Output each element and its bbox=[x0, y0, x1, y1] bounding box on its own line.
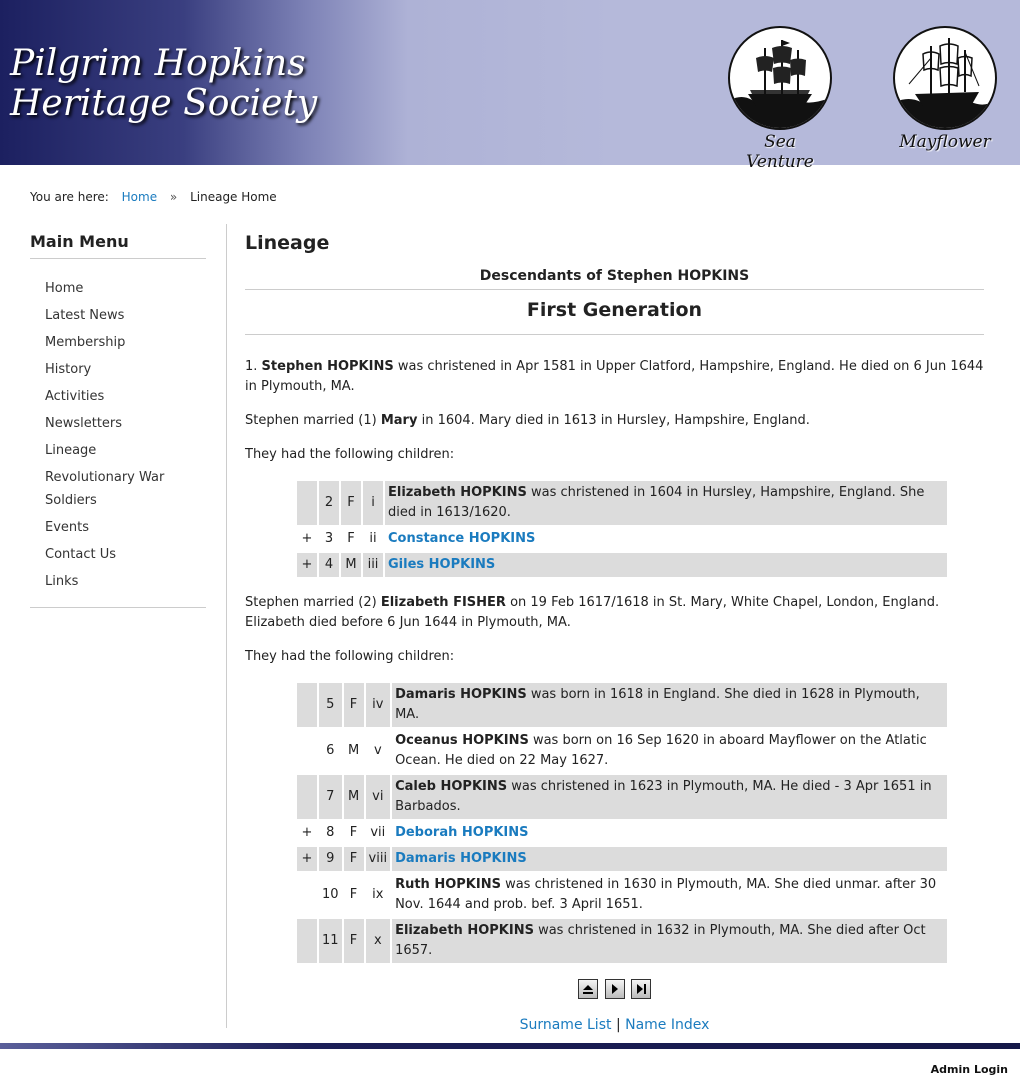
child-roman-numeral: i bbox=[363, 481, 383, 525]
descendants-subtitle: Descendants of Stephen HOPKINS bbox=[245, 268, 984, 290]
child-plus-marker bbox=[297, 919, 317, 963]
child-roman-numeral: iv bbox=[366, 683, 391, 727]
child-number: 10 bbox=[322, 887, 339, 902]
spouse-1-name: Mary bbox=[380, 413, 418, 428]
mayflower-caption: Mayflower bbox=[899, 132, 991, 152]
links-separator: | bbox=[615, 1017, 621, 1033]
child-name: Elizabeth HOPKINS bbox=[388, 485, 527, 500]
child-details bbox=[392, 821, 947, 845]
child-details bbox=[392, 873, 947, 917]
child-facts: was christened in 1630 in Plymouth, MA. She died unmar. after 30 Nov. 1644 and prob. bef. 3 April 1651. bbox=[395, 877, 937, 912]
index-links bbox=[245, 1017, 984, 1033]
person-details: was christened in Apr 1581 in Upper Clatford, Hampshire, England. He died on 6 Jun 1644 in Plymouth, MA. bbox=[245, 359, 984, 394]
child-name-link[interactable]: Constance HOPKINS bbox=[388, 531, 536, 546]
child-roman-numeral: vi bbox=[366, 775, 391, 819]
child-plus-marker bbox=[297, 775, 317, 819]
breadcrumb-label: You are here: bbox=[30, 190, 109, 204]
main-menu bbox=[45, 277, 206, 593]
child-details bbox=[392, 919, 947, 963]
child-sex: F bbox=[344, 847, 364, 871]
child-number: 8 bbox=[326, 825, 335, 840]
child-details bbox=[385, 527, 947, 551]
child-number: 11 bbox=[319, 919, 342, 963]
menu-item-history[interactable]: History bbox=[45, 362, 92, 377]
child-name: Oceanus HOPKINS bbox=[395, 733, 529, 748]
site-title-line1: Pilgrim Hopkins bbox=[10, 43, 306, 84]
breadcrumb-separator: » bbox=[169, 190, 178, 204]
child-number: 6 bbox=[326, 743, 335, 758]
child-sex: F bbox=[349, 825, 358, 840]
marriage-1-paragraph bbox=[245, 411, 984, 431]
child-name-link[interactable]: Giles HOPKINS bbox=[388, 557, 496, 572]
child-roman-numeral: viii bbox=[366, 847, 391, 871]
child-details bbox=[392, 847, 947, 871]
child-roman-numeral: ix bbox=[372, 887, 384, 902]
menu-item-lineage[interactable]: Lineage bbox=[45, 443, 97, 458]
marriage-2-prefix: Stephen married (2) bbox=[245, 595, 381, 610]
main-menu-title: Main Menu bbox=[30, 232, 206, 259]
person-number: 1. bbox=[245, 359, 258, 374]
child-name-link[interactable]: Damaris HOPKINS bbox=[395, 851, 527, 866]
marriage-1-prefix: Stephen married (1) bbox=[245, 413, 381, 428]
mayflower-ship-image bbox=[893, 26, 997, 130]
sea-venture-emblem bbox=[728, 26, 832, 172]
menu-item-contact-us[interactable]: Contact Us bbox=[45, 547, 116, 562]
children-table-2 bbox=[295, 681, 949, 965]
child-row bbox=[297, 553, 947, 577]
child-number: 7 bbox=[319, 775, 342, 819]
child-row bbox=[297, 873, 947, 917]
child-facts: was christened in 1604 in Hursley, Hampshire, England. She died in 1613/1620. bbox=[388, 485, 925, 520]
menu-item-newsletters[interactable]: Newsletters bbox=[45, 416, 123, 431]
child-number: 2 bbox=[319, 481, 339, 525]
child-sex: M bbox=[341, 553, 361, 577]
child-sex: F bbox=[349, 887, 358, 902]
menu-item-membership[interactable]: Membership bbox=[45, 335, 126, 350]
child-number: 5 bbox=[319, 683, 342, 727]
child-details bbox=[385, 481, 947, 525]
child-number: 9 bbox=[319, 847, 342, 871]
breadcrumb-home-link[interactable]: Home bbox=[121, 190, 158, 204]
surname-list-link[interactable]: Surname List bbox=[519, 1017, 612, 1033]
child-facts: was born in 1618 in England. She died in 1628 in Plymouth, MA. bbox=[395, 687, 920, 722]
menu-item-events[interactable]: Events bbox=[45, 520, 90, 535]
name-index-link[interactable]: Name Index bbox=[625, 1017, 710, 1033]
child-details bbox=[392, 683, 947, 727]
site-title[interactable] bbox=[10, 44, 317, 124]
page-title: Lineage bbox=[245, 232, 330, 254]
child-name-link[interactable]: Deborah HOPKINS bbox=[395, 825, 529, 840]
child-facts: was christened in 1632 in Plymouth, MA. She died after Oct 1657. bbox=[395, 923, 926, 958]
child-plus-marker: + bbox=[297, 847, 317, 871]
child-name: Elizabeth HOPKINS bbox=[395, 923, 534, 938]
menu-item-latest-news[interactable]: Latest News bbox=[45, 308, 125, 323]
child-plus-marker bbox=[297, 873, 317, 917]
sea-venture-caption: Sea Venture bbox=[746, 132, 814, 172]
child-plus-marker bbox=[297, 683, 317, 727]
child-number: 4 bbox=[319, 553, 339, 577]
child-details bbox=[392, 729, 947, 773]
next-icon[interactable] bbox=[605, 979, 625, 999]
child-row bbox=[297, 481, 947, 525]
sea-venture-ship-image bbox=[728, 26, 832, 130]
marriage-1-details: in 1604. Mary died in 1613 in Hursley, Hampshire, England. bbox=[417, 413, 810, 428]
person-name: Stephen HOPKINS bbox=[261, 359, 394, 374]
spouse-2-name: Elizabeth FISHER bbox=[380, 595, 506, 610]
child-sex: M bbox=[347, 743, 360, 758]
child-plus-marker: + bbox=[301, 825, 313, 840]
admin-login-link[interactable]: Admin Login bbox=[930, 1063, 1008, 1076]
footer-bar bbox=[0, 1043, 1020, 1049]
main-content bbox=[245, 232, 984, 1033]
child-row bbox=[297, 775, 947, 819]
child-plus-marker: + bbox=[297, 553, 317, 577]
child-plus-marker bbox=[297, 481, 317, 525]
mayflower-emblem bbox=[893, 26, 997, 152]
marriage-2-details: on 19 Feb 1617/1618 in St. Mary, White Chapel, London, England. Elizabeth died before 6 Jun 1644 in Plymouth, MA. bbox=[245, 595, 940, 630]
last-icon[interactable] bbox=[631, 979, 651, 999]
child-row bbox=[297, 919, 947, 963]
child-sex: M bbox=[344, 775, 364, 819]
child-row bbox=[297, 683, 947, 727]
generation-heading: First Generation bbox=[245, 290, 984, 335]
children-intro-2: They had the following children: bbox=[245, 649, 455, 664]
child-row bbox=[297, 527, 947, 551]
child-roman-numeral: ii bbox=[369, 531, 377, 546]
site-header bbox=[0, 0, 1020, 172]
child-facts: was christened in 1623 in Plymouth, MA. He died - 3 Apr 1651 in Barbados. bbox=[395, 779, 932, 814]
child-row bbox=[297, 847, 947, 871]
child-sex: F bbox=[344, 683, 364, 727]
marriage-2-paragraph bbox=[245, 593, 984, 633]
child-details bbox=[385, 553, 947, 577]
child-sex: F bbox=[344, 919, 364, 963]
menu-item-links[interactable]: Links bbox=[45, 574, 79, 589]
child-number: 3 bbox=[324, 531, 334, 546]
child-roman-numeral: v bbox=[373, 743, 382, 758]
children-table-1 bbox=[295, 479, 949, 579]
child-roman-numeral: vii bbox=[370, 825, 386, 840]
column-divider bbox=[226, 224, 227, 1028]
breadcrumb-current: Lineage Home bbox=[190, 190, 277, 204]
menu-item-revolutionary-war-soldiers[interactable]: Revolutionary War Soldiers bbox=[45, 470, 165, 508]
up-icon[interactable] bbox=[578, 979, 598, 999]
child-row bbox=[297, 821, 947, 845]
child-plus-marker: + bbox=[301, 531, 313, 546]
child-name: Ruth HOPKINS bbox=[395, 877, 501, 892]
child-details bbox=[392, 775, 947, 819]
children-intro-1: They had the following children: bbox=[245, 447, 455, 462]
breadcrumb bbox=[30, 190, 277, 204]
child-sex: F bbox=[341, 481, 361, 525]
person-paragraph bbox=[245, 357, 984, 397]
child-plus-marker bbox=[297, 729, 317, 773]
sidebar-bottom-divider bbox=[30, 607, 206, 608]
child-roman-numeral: x bbox=[366, 919, 391, 963]
child-row bbox=[297, 729, 947, 773]
child-facts: was born on 16 Sep 1620 in aboard Mayflower on the Atlatic Ocean. He died on 22 May 1627. bbox=[395, 733, 927, 768]
child-sex: F bbox=[347, 531, 355, 546]
site-title-line2: Heritage Society bbox=[10, 83, 318, 124]
sidebar bbox=[30, 232, 206, 608]
menu-item-home[interactable]: Home bbox=[45, 281, 84, 296]
child-name: Caleb HOPKINS bbox=[395, 779, 508, 794]
child-name: Damaris HOPKINS bbox=[395, 687, 527, 702]
child-roman-numeral: iii bbox=[363, 553, 383, 577]
generation-nav bbox=[245, 979, 984, 999]
menu-item-activities[interactable]: Activities bbox=[45, 389, 105, 404]
